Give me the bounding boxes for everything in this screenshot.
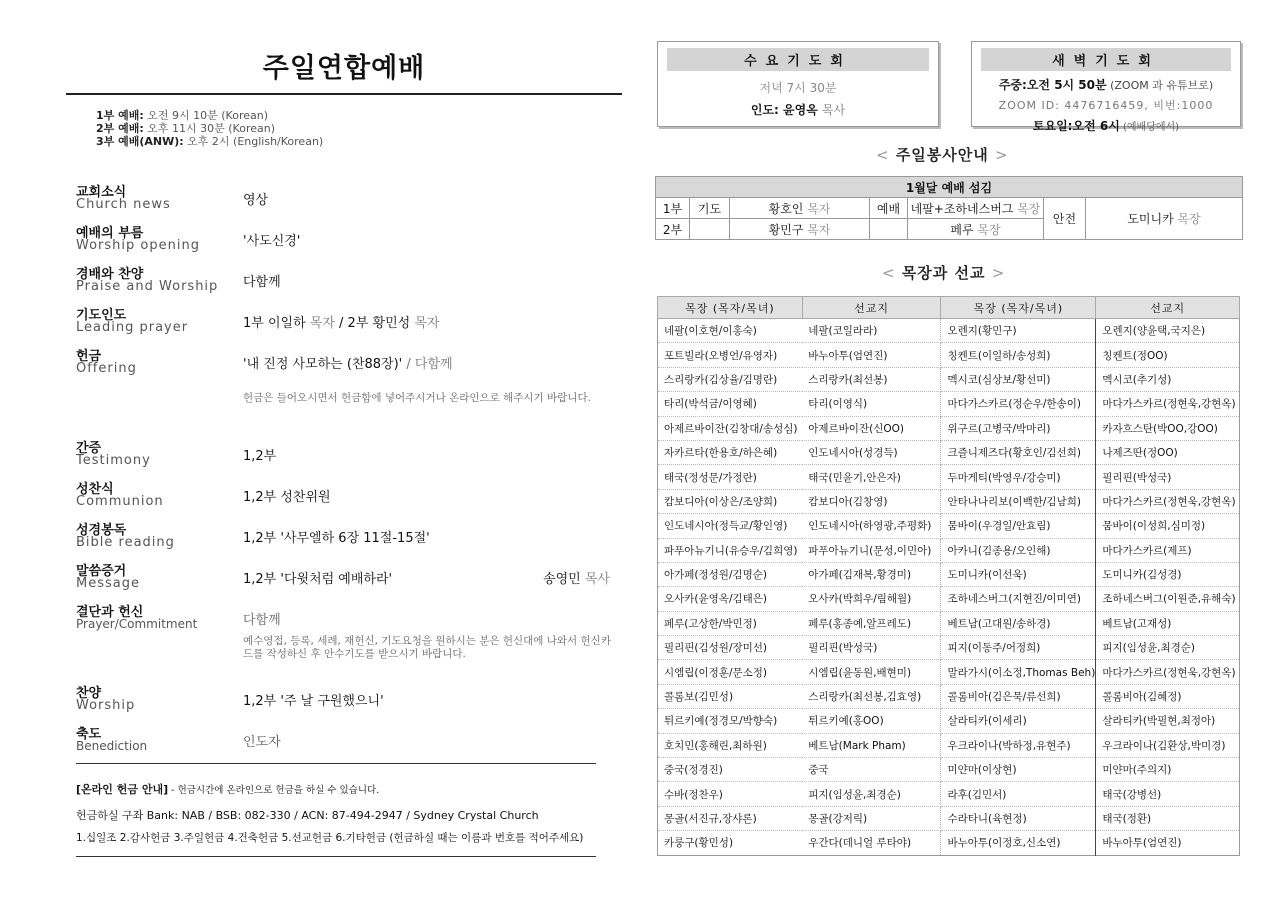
table-row — [658, 514, 1240, 538]
order-item-worship-opening: 예배의 부름 Worship opening '사도신경' — [76, 226, 301, 253]
wednesday-prayer-leader: 인도: 윤영옥 목사 — [750, 103, 846, 117]
table-cell: 캄보디아(김창영) — [802, 489, 941, 513]
table-cell: 카룽구(황민성) — [658, 831, 803, 855]
table-cell: 튀르키예(홍OO) — [802, 709, 941, 733]
schedule-line-3: 3부 예배(ANW): 오후 2시 (English/Korean) — [96, 135, 324, 148]
order-item-worship-song: 찬양 Worship 1,2부 '주 날 구원했으니' — [76, 686, 384, 713]
table-cell: 베트남(고대원/송하경) — [941, 611, 1096, 635]
table-cell: 인도네시아(하영광,주평화) — [802, 514, 941, 538]
order-item-offering: 헌금 Offering '내 진정 사모하는 (찬88장)' / 다함께 헌금은 들어오시면서 헌금함에 넣어주시거나 온라인으로 해주시기 바랍니다. — [76, 349, 591, 404]
table-cell: 아가페(김재복,황경미) — [802, 562, 941, 586]
table-cell: 마다가스카르(정현욱,강현옥) — [1096, 489, 1240, 513]
order-item-benediction: 축도 Benediction 인도자 — [76, 727, 281, 753]
table-cell: 바누아투(엄연진) — [1096, 831, 1240, 855]
table-cell: 타리(박석금/이영혜) — [658, 392, 803, 416]
dawn-prayer-weekday: 주중:오전 5시 50분 (ZOOM 과 유튜브로) — [998, 78, 1214, 92]
mission-section-title: < 목장과 선교 > — [882, 264, 1006, 282]
table-row — [658, 343, 1240, 367]
table-cell: 마다가스카르(정순우/한송이) — [941, 392, 1096, 416]
table-row — [658, 319, 1240, 343]
table-cell: 오사카(윤영옥/김태은) — [658, 587, 803, 611]
mission-table — [657, 296, 1240, 856]
table-cell: 마다가스카르(정현욱,강현옥) — [1096, 392, 1240, 416]
table-cell: 뭄바이(이성희,심미정) — [1096, 514, 1240, 538]
table-cell: 바누아투(엄연진) — [802, 343, 941, 367]
safety-value: 도미니카 목장 — [1086, 198, 1243, 240]
service-table — [655, 176, 1243, 240]
table-cell: 멕시코(심상보/황선미) — [941, 367, 1096, 391]
order-item-praise: 경배와 찬양 Praise and Worship 다함께 — [76, 267, 281, 294]
order-of-worship — [66, 181, 622, 844]
table-row — [658, 806, 1240, 830]
table-cell: 미얀마(주의지) — [1096, 758, 1240, 782]
table-cell: 시엠립(윤동원,배현미) — [802, 660, 941, 684]
table-cell: 스리랑카(김상율/김명란) — [658, 367, 803, 391]
online-offering-title: [온라인 헌금 안내] - 헌금시간에 온라인으로 헌금을 하실 수 있습니다. — [76, 783, 380, 796]
table-cell: 멕시코(추기성) — [1096, 367, 1240, 391]
order-item-communion: 성찬식 Communion 1,2부 성찬위원 — [76, 482, 331, 509]
divider — [76, 856, 596, 857]
table-cell: 두마게티(박영우/강승미) — [941, 465, 1096, 489]
table-cell: 위구르(고병국/박마리) — [941, 416, 1096, 440]
table-cell: 콜롬비아(김은묵/류선희) — [941, 684, 1096, 708]
wednesday-prayer-box — [657, 41, 939, 127]
table-cell: 페루(홍종예,알프레도) — [802, 611, 941, 635]
divider — [76, 763, 596, 764]
table-cell: 포트빌라(오병언/유영자) — [658, 343, 803, 367]
table-row — [658, 562, 1240, 586]
schedule-line-1: 1부 예배: 오전 9시 10분 (Korean) — [96, 109, 268, 122]
table-cell: 조하네스버그(이원준,유해숙) — [1096, 587, 1240, 611]
table-cell: 중국 — [802, 758, 941, 782]
schedule-line-2: 2부 예배: 오후 11시 30분 (Korean) — [96, 122, 275, 135]
table-cell: 우크라이나(김환상,박미경) — [1096, 733, 1240, 757]
table-cell: 카자흐스탄(박OO,강OO) — [1096, 416, 1240, 440]
table-cell: 중국(정경진) — [658, 758, 803, 782]
table-cell: 태국(정성문/가정란) — [658, 465, 803, 489]
table-row — [658, 392, 1240, 416]
table-cell: 스리랑카(최선봉) — [802, 367, 941, 391]
table-cell: 살라티카(이세리) — [941, 709, 1096, 733]
table-cell: 나제즈딴(정OO) — [1096, 440, 1240, 464]
order-item-bible-reading: 성경봉독 Bible reading 1,2부 '사무엘하 6장 11절-15절' — [76, 523, 430, 550]
table-cell: 파푸아뉴기니(문성,이민아) — [802, 538, 941, 562]
table-cell: 필리핀(박성국) — [1096, 465, 1240, 489]
table-cell: 바누아투(이정호,신소연) — [941, 831, 1096, 855]
table-row — [658, 831, 1240, 855]
table-cell: 자카르타(한용호/하은혜) — [658, 440, 803, 464]
page-title: 주일연합예배 — [66, 40, 622, 95]
dawn-prayer-zoom: ZOOM ID: 4476716459, 비번:1000 — [998, 99, 1214, 112]
service-header: 1월달 예배 섬김 — [656, 177, 1243, 198]
table-cell: 인도네시아(성경득) — [802, 440, 941, 464]
service-schedule — [96, 109, 622, 148]
table-cell: 오렌지(황민구) — [941, 319, 1096, 343]
table-cell: 캄보디아(이상은/조양희) — [658, 489, 803, 513]
table-cell: 뭄바이(우경일/안효림) — [941, 514, 1096, 538]
table-cell: 아제르바이잔(신OO) — [802, 416, 941, 440]
service-header-row — [656, 177, 1243, 198]
table-cell: 스리랑카(최선봉,김효영) — [802, 684, 941, 708]
sunday-service-column — [66, 40, 622, 844]
table-cell: 칭켄트(이일하/송성희) — [941, 343, 1096, 367]
table-cell: 파푸아뉴기니(유승우/김희영) — [658, 538, 803, 562]
table-cell: 몽골(강저릭) — [802, 806, 941, 830]
table-row — [658, 684, 1240, 708]
table-cell: 태국(정환) — [1096, 806, 1240, 830]
table-row — [658, 611, 1240, 635]
wednesday-prayer-title: 수요기도회 — [667, 48, 929, 71]
table-cell: 우크라이나(박하정,유현주) — [941, 733, 1096, 757]
table-cell: 태국(강병선) — [1096, 782, 1240, 806]
table-cell: 필리핀(박성국) — [802, 636, 941, 660]
table-cell: 마다가스카르(정현욱,강현옥) — [1096, 660, 1240, 684]
table-cell: 시엠립(이정훈/문소정) — [658, 660, 803, 684]
table-row — [658, 709, 1240, 733]
offering-account: 헌금하실 구좌 Bank: NAB / BSB: 082-330 / ACN: 87-494-2947 / Sydney Crystal Church — [76, 809, 539, 822]
offering-types: 1.십일조 2.감사헌금 3.주일헌금 4.건축헌금 5.선교헌금 6.기타헌금 (헌금하실 때는 이름과 번호를 적어주세요) — [76, 832, 584, 844]
table-row — [658, 440, 1240, 464]
table-row — [658, 538, 1240, 562]
table-row — [658, 416, 1240, 440]
order-item-commitment: 결단과 헌신 Prayer/Commitment 다함께 예수영접, 등록, 세례, 재헌신, 기도요청을 원하시는 분은 헌신대에 나와서 헌신카드를 작성하신 후 안수기도를 받으시기 바랍니다. — [76, 605, 611, 660]
table-cell: 말라가시(이소정,Thomas Beh) — [941, 660, 1096, 684]
table-row — [658, 758, 1240, 782]
table-row — [658, 660, 1240, 684]
table-cell: 인도네시아(정득교/황인영) — [658, 514, 803, 538]
table-row — [658, 587, 1240, 611]
order-item-leading-prayer: 기도인도 Leading prayer 1부 이일하 목자 / 2부 황민성 목자 — [76, 308, 440, 335]
table-row — [658, 465, 1240, 489]
table-cell: 마다가스카르(제프) — [1096, 538, 1240, 562]
table-cell: 라후(김민서) — [941, 782, 1096, 806]
table-row — [658, 733, 1240, 757]
table-cell: 오사카(박희우/림해월) — [802, 587, 941, 611]
table-cell: 튀르키예(정경모/박향숙) — [658, 709, 803, 733]
dawn-prayer-title: 새벽기도회 — [981, 48, 1231, 71]
service-section-title: < 주일봉사안내 > — [876, 146, 1009, 164]
table-cell: 수라타니(육현정) — [941, 806, 1096, 830]
table-cell: 도미니카(김성경) — [1096, 562, 1240, 586]
table-cell: 오렌지(양윤택,국지은) — [1096, 319, 1240, 343]
table-row — [658, 782, 1240, 806]
table-cell: 베트남(Mark Pham) — [802, 733, 941, 757]
service-row-1: 1부 기도 황호인 목자 예배 네팔+조하네스버그 목장 안전 도미니카 목장 — [656, 198, 1243, 219]
table-cell: 피지(임성윤,최경순) — [802, 782, 941, 806]
table-cell: 안타나나리보(이백한/김남희) — [941, 489, 1096, 513]
table-cell: 피지(임성윤,최경순) — [1096, 636, 1240, 660]
table-cell: 우간다(데니얼 루타야) — [802, 831, 941, 855]
table-cell: 조하네스버그(지현진/이미연) — [941, 587, 1096, 611]
table-cell: 미얀마(이상현) — [941, 758, 1096, 782]
table-cell: 태국(민윤기,안은자) — [802, 465, 941, 489]
table-cell: 살라티카(박필현,최정아) — [1096, 709, 1240, 733]
table-cell: 몽골(서진규,장샤론) — [658, 806, 803, 830]
table-cell: 타리(이영식) — [802, 392, 941, 416]
table-cell: 아카니(김종용/오인해) — [941, 538, 1096, 562]
dawn-prayer-saturday: 토요일:오전 6시 (예배당에서) — [1032, 119, 1180, 133]
table-cell: 베트남(고재성) — [1096, 611, 1240, 635]
table-cell: 아가페(정성원/김명순) — [658, 562, 803, 586]
table-cell: 크즐니제즈다(황호인/김선희) — [941, 440, 1096, 464]
table-cell: 호치민(홍해린,최하원) — [658, 733, 803, 757]
table-row — [658, 489, 1240, 513]
safety-label: 안전 — [1044, 198, 1086, 240]
order-item-message: 말씀증거 Message 1,2부 '다윗처럼 예배하라' 송영민 목사 — [76, 564, 610, 591]
table-cell: 칭켄트(정OO) — [1096, 343, 1240, 367]
table-cell: 콜롬비아(김혜정) — [1096, 684, 1240, 708]
mission-header-row: 목장 (목자/목녀) 선교지 목장 (목자/목녀) 선교지 — [658, 297, 1240, 319]
table-cell: 필리핀(김성원/장미선) — [658, 636, 803, 660]
table-cell: 콜롬보(김민성) — [658, 684, 803, 708]
order-item-church-news: 교회소식 Church news 영상 — [76, 185, 269, 212]
table-cell: 수바(정찬우) — [658, 782, 803, 806]
wednesday-prayer-time: 저녁 7시 30분 — [759, 81, 837, 95]
table-cell: 아제르바이잔(김창대/송성심) — [658, 416, 803, 440]
service-row-2: 2부 황민구 목자 페루 목장 — [656, 219, 1243, 240]
table-cell: 네팔(이호현/이홍숙) — [658, 319, 803, 343]
order-item-testimony: 간증 Testimony 1,2부 — [76, 441, 277, 468]
table-cell: 도미니카(이선욱) — [941, 562, 1096, 586]
table-cell: 네팔(코일라라) — [802, 319, 941, 343]
preacher: 송영민 목사 — [543, 572, 610, 587]
table-row — [658, 636, 1240, 660]
table-cell: 페루(고상한/박민정) — [658, 611, 803, 635]
dawn-prayer-box — [971, 41, 1241, 133]
table-cell: 피지(이동주/어정희) — [941, 636, 1096, 660]
table-row — [658, 367, 1240, 391]
